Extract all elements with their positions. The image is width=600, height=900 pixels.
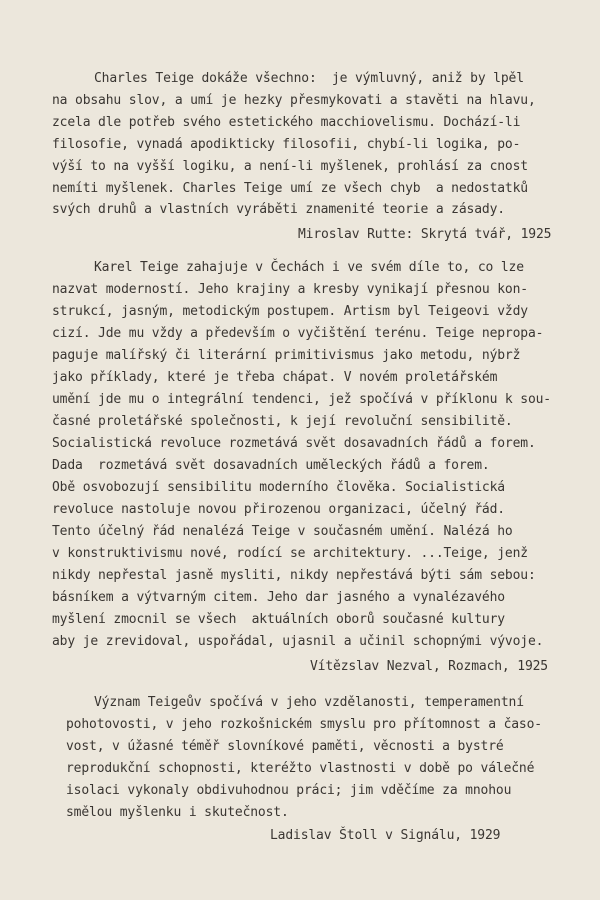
text-line: paguje malířský či literární primitivismus jako metodu, nýbrž — [52, 348, 521, 363]
text-line: výší to na vyšší logiku, a není-li myšlenek, prohlásí za cnost — [52, 159, 528, 174]
text-line: reprodukční schopnosti, kteréžto vlastnosti v době po válečné — [66, 761, 535, 776]
text-line: básníkem a výtvarným citem. Jeho dar jasného a vynalézavého — [52, 590, 505, 605]
text-line: aby je zrevidoval, uspořádal, ujasnil a učinil schopnými vývoje. — [52, 634, 544, 649]
text-line: Dada rozmetává svět dosavadních uměleckých řádů a forem. — [52, 458, 490, 473]
text-line: umění jde mu o integrální tendenci, jež spočívá v příklonu k sou- — [52, 392, 551, 407]
text-line: nemíti myšlenek. Charles Teige umí ze všech chyb a nedostatků — [52, 181, 528, 196]
text-line: cizí. Jde mu vždy a především o vyčištění terénu. Teige nepropa- — [52, 326, 544, 341]
text-line: svých druhů a vlastních vyráběti znamenité teorie a zásady. — [52, 202, 505, 217]
text-line: časné proletářské společnosti, k její revoluční sensibilitě. — [52, 414, 513, 429]
text-line: nazvat moderností. Jeho krajiny a kresby vynikají přesnou kon- — [52, 282, 528, 297]
attribution: Miroslav Rutte: Skrytá tvář, 1925 — [298, 227, 552, 242]
text-line: zcela dle potřeb svého estetického macchiovelismu. Dochází-li — [52, 115, 521, 130]
text-line: filosofie, vynadá apodikticky filosofii, chybí-li logika, po- — [52, 137, 521, 152]
text-line: nikdy nepřestal jasně mysliti, nikdy nepřestává býti sám sebou: — [52, 568, 536, 583]
attribution: Vítězslav Nezval, Rozmach, 1925 — [310, 659, 548, 674]
text-line: jako příklady, které je třeba chápat. V novém proletářském — [52, 370, 498, 385]
attribution: Ladislav Štoll v Signálu, 1929 — [270, 828, 501, 843]
text-line: Charles Teige dokáže všechno: je výmluvný, aniž by lpěl — [94, 71, 524, 86]
text-line: v konstruktivismu nové, rodící se architektury. ...Teige, jenž — [52, 546, 528, 561]
text-line: vost, v úžasné téměř slovníkové paměti, věcnosti a bystré — [66, 739, 504, 754]
text-line: revoluce nastoluje novou přirozenou organizaci, účelný řád. — [52, 502, 505, 517]
text-line: isolaci vykonaly obdivuhodnou práci; jim vděčíme za mnohou — [66, 783, 512, 798]
text-line: Karel Teige zahajuje v Čechách i ve svém díle to, co lze — [94, 260, 524, 275]
text-line: strukcí, jasným, metodickým postupem. Artism byl Teigeovi vždy — [52, 304, 528, 319]
text-line: Obě osvobozují sensibilitu moderního člověka. Socialistická — [52, 480, 505, 495]
text-line: Význam Teigeův spočívá v jeho vzdělanosti, temperamentní — [94, 695, 524, 710]
text-line: na obsahu slov, a umí je hezky přesmykovati a stavěti na hlavu, — [52, 93, 536, 108]
text-line: Tento účelný řád nenalézá Teige v současném umění. Nalézá ho — [52, 524, 513, 539]
text-line: smělou myšlenku i skutečnost. — [66, 805, 289, 820]
text-line: pohotovosti, v jeho rozkošnickém smyslu pro přítomnost a časo- — [66, 717, 542, 732]
text-line: Socialistická revoluce rozmetává svět dosavadních řádů a forem. — [52, 436, 536, 451]
text-line: myšlení zmocnil se všech aktuálních oborů současné kultury — [52, 612, 505, 627]
